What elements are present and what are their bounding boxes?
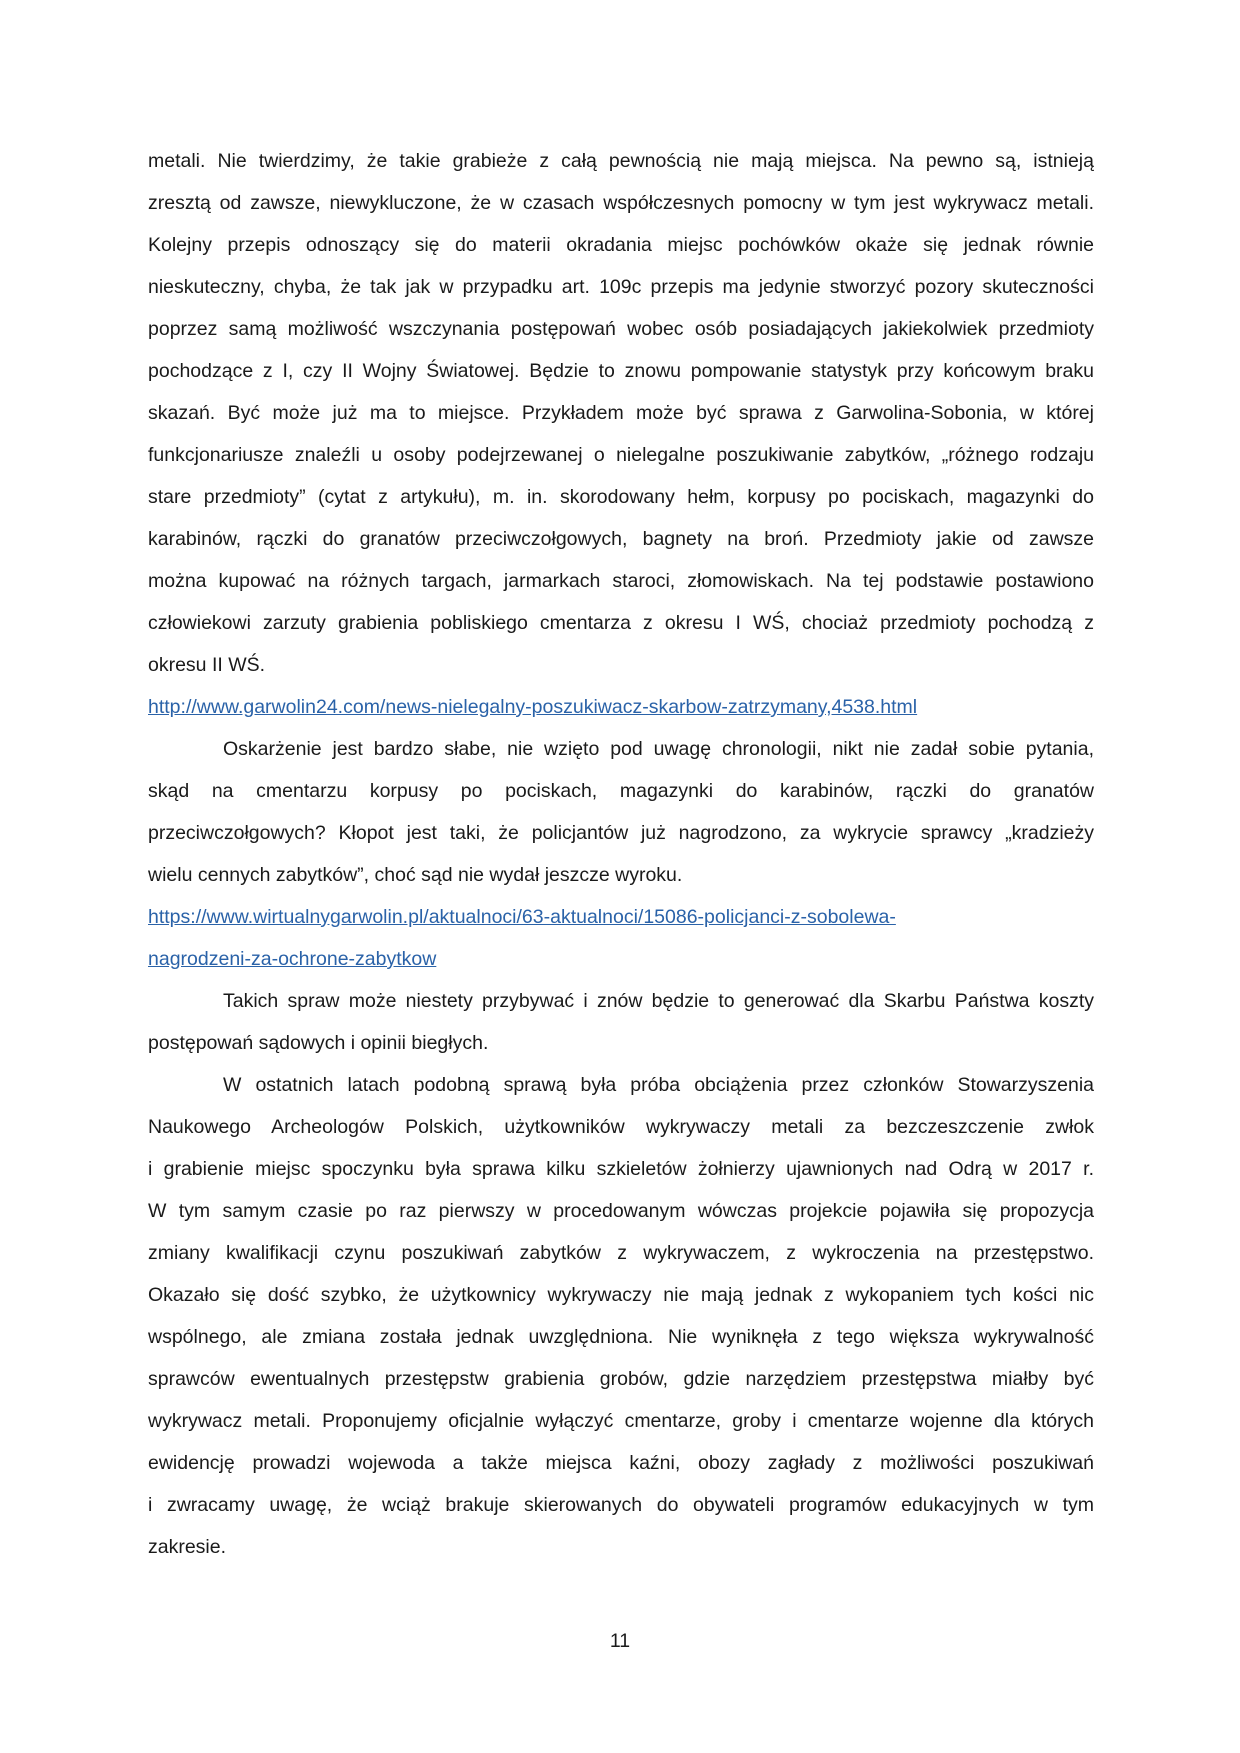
text-line: postępowań sądowych i opinii biegłych. [148, 1032, 489, 1054]
source-link-garwolin24-line [148, 686, 1094, 728]
text-line: Takich spraw może niestety przybywać i znów będzie to generować dla Skarbu Państwa koszty [223, 990, 1094, 1012]
text-line: funkcjonariusze znaleźli u osoby podejrzewanej o nielegalne poszukiwanie zabytków, „różnego rodzaju [148, 444, 1094, 466]
text-line: zmiany kwalifikacji czynu poszukiwań zabytków z wykrywaczem, z wykroczenia na przestępstwo. [148, 1242, 1094, 1264]
text-line: Oskarżenie jest bardzo słabe, nie wzięto pod uwagę chronologii, nikt nie zadał sobie pytania, [223, 738, 1094, 760]
source-link-wirtualnygarwolin-continued[interactable]: nagrodzeni-za-ochrone-zabytkow [148, 948, 437, 970]
text-line: nieskuteczny, chyba, że tak jak w przypadku art. 109c przepis ma jedynie stworzyć pozory skuteczności [148, 276, 1094, 298]
text-line: i zwracamy uwagę, że wciąż brakuje skierowanych do obywateli programów edukacyjnych w tym [148, 1494, 1094, 1516]
source-link-wirtualnygarwolin[interactable]: https://www.wirtualnygarwolin.pl/aktualnoci/63-aktualnoci/15086-policjanci-z-sobolewa- [148, 906, 896, 928]
source-link-wirtualnygarwolin-line [148, 938, 1094, 980]
text-line: człowiekowi zarzuty grabienia pobliskiego cmentarza z okresu I WŚ, chociaż przedmioty pochodzą z [148, 612, 1094, 634]
text-line: okresu II WŚ. [148, 654, 266, 676]
text-line: można kupować na różnych targach, jarmarkach staroci, złomowiskach. Na tej podstawie postawiono [148, 570, 1094, 592]
text-line: Okazało się dość szybko, że użytkownicy wykrywaczy nie mają jednak z wykopaniem tych kości nic [148, 1284, 1094, 1306]
text-line: ewidencję prowadzi wojewoda a także miejsca kaźni, obozy zagłady z możliwości poszukiwań [148, 1452, 1094, 1474]
source-link-wirtualnygarwolin-line [148, 896, 1094, 938]
text-line: zresztą od zawsze, niewykluczone, że w czasach współczesnych pomocny w tym jest wykrywacz metali. [148, 192, 1094, 214]
document-body [148, 140, 1094, 1568]
text-line: skąd na cmentarzu korpusy po pociskach, magazynki do karabinów, rączki do granatów [148, 780, 1094, 802]
text-line: wykrywacz metali. Proponujemy oficjalnie wyłączyć cmentarze, groby i cmentarze wojenne dla których [148, 1410, 1094, 1432]
text-line: Kolejny przepis odnoszący się do materii okradania miejsc pochówków okaże się jednak równie [148, 234, 1094, 256]
text-line: i grabienie miejsc spoczynku była sprawa kilku szkieletów żołnierzy ujawnionych nad Odrą w 2017 r. [148, 1158, 1094, 1180]
text-line: Naukowego Archeologów Polskich, użytkowników wykrywaczy metali za bezczeszczenie zwłok [148, 1116, 1094, 1138]
text-line: wielu cennych zabytków”, choć sąd nie wydał jeszcze wyroku. [148, 864, 683, 886]
text-line: sprawców ewentualnych przestępstw grabienia grobów, gdzie narzędziem przestępstwa miałby być [148, 1368, 1094, 1390]
text-line: przeciwczołgowych? Kłopot jest taki, że policjantów już nagrodzono, za wykrycie sprawcy „kradzieży [148, 822, 1094, 844]
text-line: metali. Nie twierdzimy, że takie grabieże z całą pewnością nie mają miejsca. Na pewno są, istnieją [148, 150, 1094, 172]
page-number: 11 [609, 1630, 631, 1652]
text-line: skazań. Być może już ma to miejsce. Przykładem może być sprawa z Garwolina-Sobonia, w której [148, 402, 1094, 424]
source-link-garwolin24[interactable]: http://www.garwolin24.com/news-nielegalny-poszukiwacz-skarbow-zatrzymany,4538.html [148, 696, 918, 718]
text-line: pochodzące z I, czy II Wojny Światowej. Będzie to znowu pompowanie statystyk przy końcowym braku [148, 360, 1094, 382]
text-line: wspólnego, ale zmiana została jednak uwzględniona. Nie wyniknęła z tego większa wykrywalność [148, 1326, 1094, 1348]
text-line: poprzez samą możliwość wszczynania postępowań wobec osób posiadających jakiekolwiek przedmioty [148, 318, 1094, 340]
text-line: W ostatnich latach podobną sprawą była próba obciążenia przez członków Stowarzyszenia [223, 1074, 1094, 1096]
text-line: karabinów, rączki do granatów przeciwczołgowych, bagnety na broń. Przedmioty jakie od zawsze [148, 528, 1094, 550]
text-line: W tym samym czasie po raz pierwszy w procedowanym wówczas projekcie pojawiła się propozycja [148, 1200, 1094, 1222]
text-line: zakresie. [148, 1536, 227, 1558]
text-line: stare przedmioty” (cytat z artykułu), m. in. skorodowany hełm, korpusy po pociskach, magazynki do [148, 486, 1094, 508]
